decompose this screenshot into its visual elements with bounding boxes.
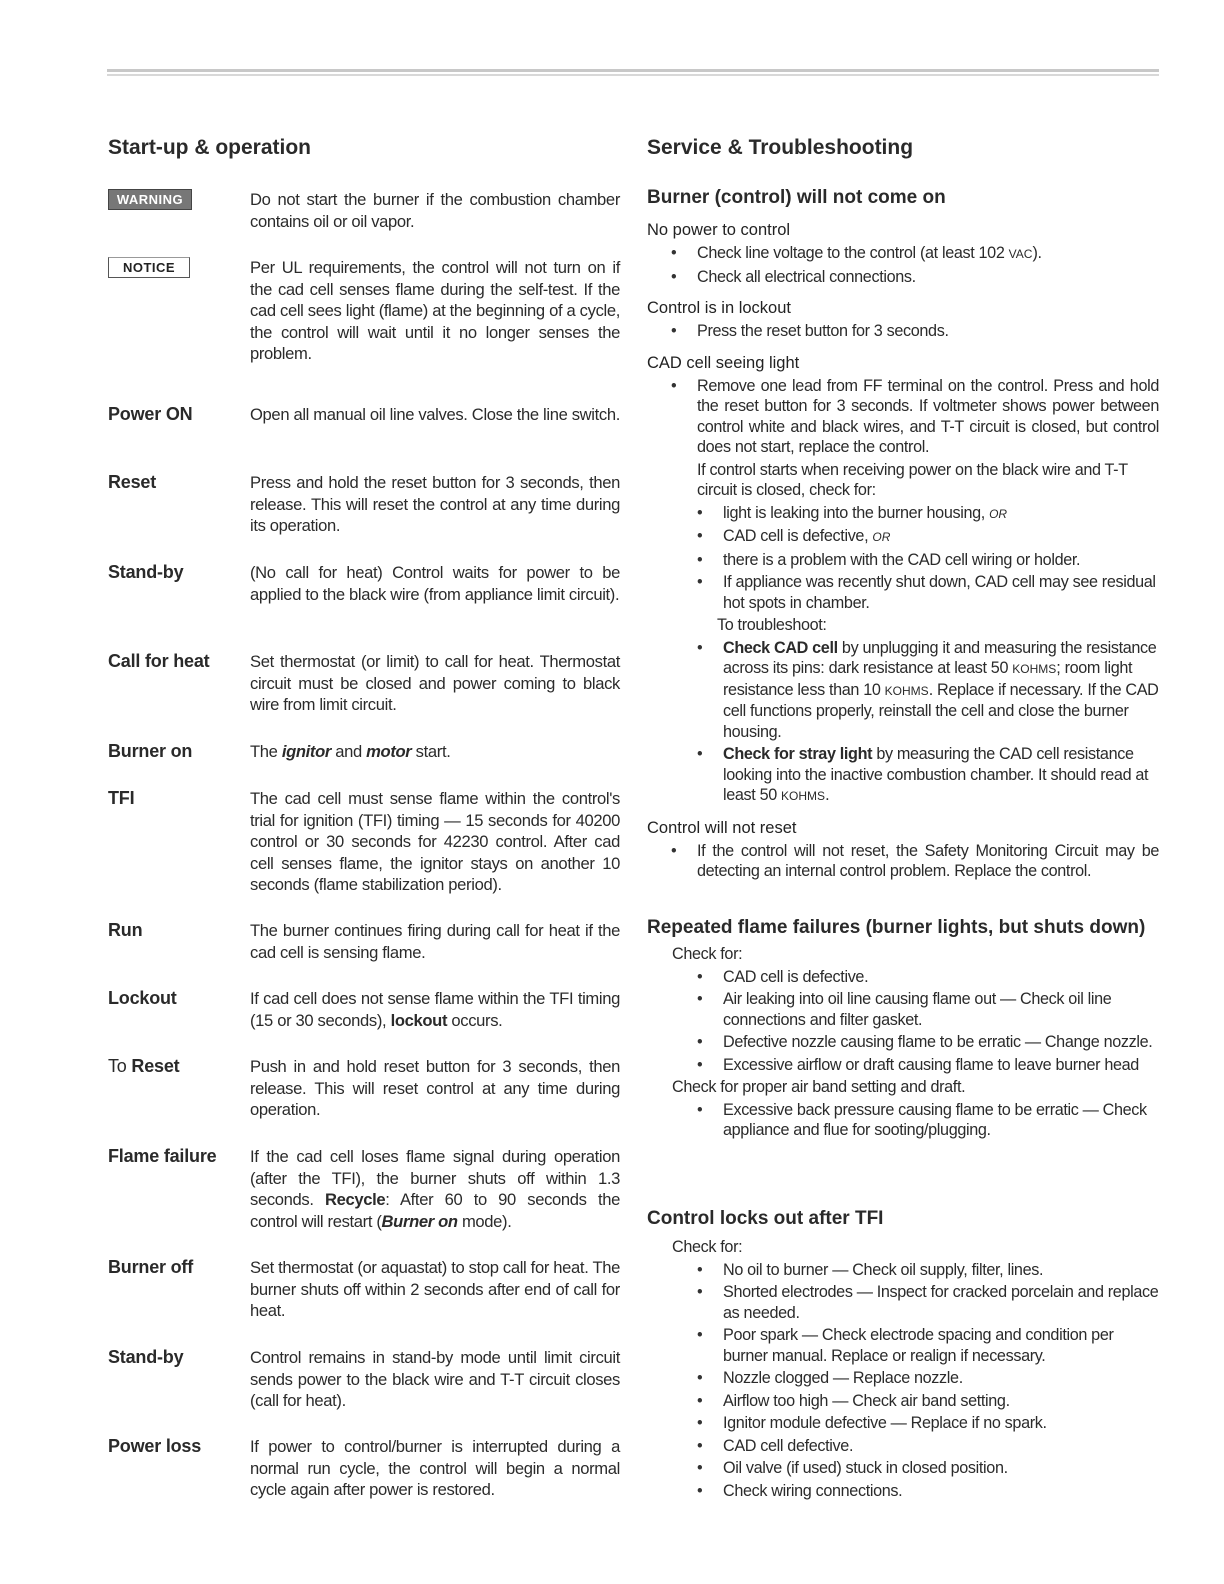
- burner-will-not-come-on: [647, 188, 1161, 882]
- will-not-reset-block: [647, 819, 1161, 882]
- list-item: • Air leaking into oil line causing flame out — Check oil line connections and filter gasket.: [723, 989, 1159, 1030]
- desc-reset: Press and hold the reset button for 3 seconds, then release. This will reset the control at any time during its operation.: [250, 473, 620, 535]
- list-item: • CAD cell is defective.: [723, 967, 1159, 988]
- term-lockout: Lockout: [108, 988, 177, 1008]
- list-item: • Check wiring connections.: [723, 1481, 1159, 1502]
- section-title: Service & Troubleshooting: [647, 136, 914, 159]
- check-for-label: Check for:: [672, 945, 743, 963]
- problem-label: Control will not reset: [647, 818, 797, 837]
- term-power-on: Power ON: [108, 404, 193, 424]
- list-item: • Shorted electrodes — Inspect for cracked porcelain and replace as needed.: [723, 1282, 1159, 1323]
- list-item: • Ignitor module defective — Replace if no spark.: [723, 1413, 1159, 1434]
- problem-label: No power to control: [647, 221, 791, 239]
- list-item: • Poor spark — Check electrode spacing and condition per burner manual. Replace or realign if necessary.: [723, 1325, 1159, 1366]
- subsection-heading: Burner (control) will not come on: [647, 187, 946, 208]
- term-burner-on: Burner on: [108, 741, 193, 761]
- subsection-heading: Control locks out after TFI: [647, 1208, 884, 1229]
- notice-badge: NOTICE: [108, 257, 190, 278]
- term-reset: Reset: [108, 472, 157, 492]
- startup-operation-column: [108, 136, 622, 1499]
- desc-burner-off: Set thermostat (or aquastat) to stop call for heat. The burner shuts off within 2 seconds after end of call for heat.: [250, 1258, 620, 1320]
- top-rule: [107, 69, 1159, 76]
- list-item: • light is leaking into the burner housing, OR: [723, 503, 1159, 525]
- list-item: • CAD cell defective.: [723, 1436, 1159, 1457]
- desc-to-reset: Push in and hold reset button for 3 seconds, then release. This will reset control at any time during operation.: [250, 1057, 620, 1119]
- list-item: • Check all electrical connections.: [697, 267, 1161, 288]
- list-item: • Remove one lead from FF terminal on the control. Press and hold the reset button for 3 seconds. If voltmeter shows power between control white and black wires, and T-T circuit is closed, but control does not start, replace the control.: [697, 376, 1159, 458]
- list-item: • Press the reset button for 3 seconds.: [697, 321, 1161, 342]
- warning-text: Do not start the burner if the combustion chamber contains oil or oil vapor.: [250, 190, 620, 231]
- list-item: • If appliance was recently shut down, CAD cell may see residual hot spots in chamber.: [723, 572, 1159, 613]
- list-item: • Excessive back pressure causing flame to be erratic — Check appliance and flue for sooting/plugging.: [723, 1100, 1159, 1141]
- desc-power-on: Open all manual oil line valves. Close the line switch.: [250, 405, 620, 424]
- list-item: • Defective nozzle causing flame to be erratic — Change nozzle.: [723, 1032, 1159, 1053]
- term-call-for-heat: Call for heat: [108, 651, 210, 671]
- lockout-block: [647, 299, 1161, 342]
- list-item: • Airflow too high — Check air band setting.: [723, 1391, 1159, 1412]
- desc-standby2: Control remains in stand-by mode until limit circuit sends power to the black wire and T-T circuit closes (call for heat).: [250, 1348, 620, 1410]
- problem-label: CAD cell seeing light: [647, 353, 800, 372]
- desc-standby: (No call for heat) Control waits for power to be applied to the black wire (from appliance limit circuit).: [250, 563, 620, 604]
- check-air-label: Check for proper air band setting and draft.: [672, 1078, 966, 1096]
- list-item: • No oil to burner — Check oil supply, filter, lines.: [723, 1260, 1159, 1281]
- locks-out-after-tfi: [647, 1209, 1161, 1501]
- term-standby: Stand-by: [108, 562, 184, 582]
- list-item: • CAD cell is defective, OR: [723, 526, 1159, 548]
- desc-burner-on: The ignitor and motor start.: [250, 742, 451, 761]
- term-power-loss: Power loss: [108, 1436, 202, 1456]
- term-to-reset: To Reset: [108, 1056, 180, 1076]
- term-burner-off: Burner off: [108, 1257, 193, 1277]
- no-power-block: [647, 221, 1161, 287]
- notice-text: Per UL requirements, the control will not turn on if the cad cell senses flame during the self-test. If the cad cell sees light (flame) at the beginning of a cycle, the control will wait until it no longer senses the problem.: [250, 258, 620, 363]
- list-item: • Check line voltage to the control (at least 102 VAC).: [697, 243, 1161, 265]
- desc-call-for-heat: Set thermostat (or limit) to call for heat. Thermostat circuit must be closed and power coming to black wire from limit circuit.: [250, 652, 620, 714]
- term-run: Run: [108, 920, 143, 940]
- check-for-label: Check for:: [672, 1238, 743, 1256]
- subsection-heading: Repeated flame failures (burner lights, but shuts down): [647, 917, 1146, 938]
- repeated-flame-failures: [647, 918, 1161, 1141]
- list-item: • Oil valve (if used) stuck in closed position.: [723, 1458, 1159, 1479]
- list-item: • there is a problem with the CAD cell wiring or holder.: [723, 550, 1159, 571]
- desc-flame-failure: If the cad cell loses flame signal during operation (after the TFI), the burner shuts off within 1.3 seconds. Recycle: After 60 to 90 seconds the control will restart (Burner on mode).: [250, 1147, 620, 1231]
- list-item: • Check for stray light by measuring the CAD cell resistance looking into the inactive combustion chamber. It should read at least 50 KOHMS.: [723, 744, 1159, 807]
- term-flame-failure: Flame failure: [108, 1146, 217, 1166]
- list-item: • Nozzle clogged — Replace nozzle.: [723, 1368, 1159, 1389]
- term-tfi: TFI: [108, 788, 135, 808]
- list-item: • If the control will not reset, the Safety Monitoring Circuit may be detecting an internal control problem. Replace the control.: [697, 841, 1159, 882]
- cad-light-block: [647, 354, 1161, 807]
- term-standby2: Stand-by: [108, 1347, 184, 1367]
- to-troubleshoot: To troubleshoot:: [717, 616, 827, 634]
- problem-label: Control is in lockout: [647, 299, 791, 317]
- desc-lockout: If cad cell does not sense flame within the TFI timing (15 or 30 seconds), lockout occurs.: [250, 989, 620, 1030]
- cad-paragraph: If control starts when receiving power on the black wire and T-T circuit is closed, check for:: [697, 460, 1128, 499]
- section-title: Start-up & operation: [108, 136, 311, 159]
- desc-power-loss: If power to control/burner is interrupted during a normal run cycle, the control will begin a normal cycle again after power is restored.: [250, 1437, 620, 1499]
- warning-badge: WARNING: [108, 189, 192, 210]
- desc-tfi: The cad cell must sense flame within the control's trial for ignition (TFI) timing — 15 seconds for 40200 control or 30 seconds for 42230 control. After cad cell senses flame, the ignitor stays on another 10 seconds (flame stabilization period).: [250, 789, 620, 894]
- list-item: • Excessive airflow or draft causing flame to leave burner head: [723, 1055, 1159, 1076]
- list-item: • Check CAD cell by unplugging it and measuring the resistance across its pins: dark resistance at least 50 KOHMS; room light resistance less than 10 KOHMS. Replace if necessary. If the CAD cell functions properly, reinstall the cell and close the burner housing.: [723, 638, 1159, 743]
- troubleshooting-column: [647, 136, 1161, 1500]
- desc-run: The burner continues firing during call for heat if the cad cell is sensing flame.: [250, 921, 620, 962]
